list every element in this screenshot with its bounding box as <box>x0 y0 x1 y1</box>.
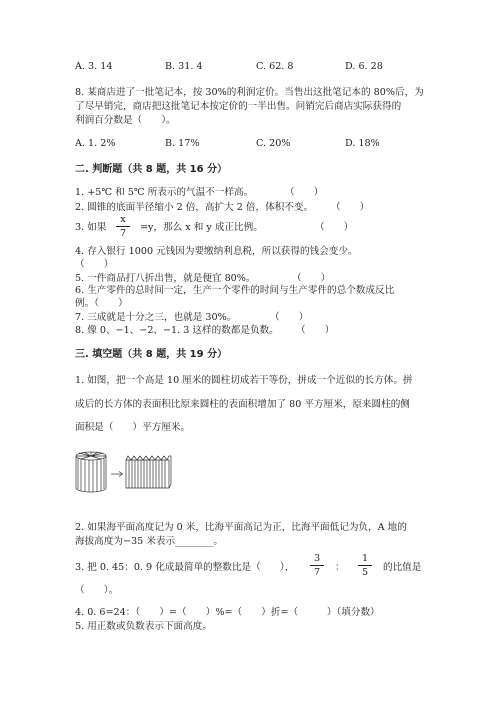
q8-option-a: A. 1. 2% <box>75 138 116 149</box>
fraction-bar <box>310 565 324 566</box>
q8-option-d: D. 18% <box>345 138 380 149</box>
option-d: D. 6. 28 <box>345 61 383 72</box>
fraction-numerator: 3 <box>313 553 321 564</box>
fill-q1-line-2: 成后的长方体的表面积比原来圆柱的表面积增加了 80 平方厘米，原来圆柱的侧 <box>75 399 410 410</box>
fraction-bar <box>358 565 372 566</box>
option-c: C. 62. 8 <box>256 61 294 72</box>
fraction-numerator: x <box>120 214 126 225</box>
q8-line-1: 8. 某商店进了一批笔记本，按 30%的利润定价。当售出这批笔记本的 80%后，为 <box>75 87 424 98</box>
judge-item-2-answer: （ ） <box>331 202 370 213</box>
fraction-denominator: 7 <box>313 567 321 578</box>
fill-q3-colon: ： <box>335 562 345 573</box>
judge-item-3-fraction <box>116 214 130 239</box>
judge-item-7-answer: （ ） <box>270 312 309 323</box>
fill-q3-post: 的比值是 <box>383 562 422 573</box>
fill-q2-line-2: 海拔高度为−35 米表示________。 <box>75 536 224 547</box>
judge-item-5-answer: （ ） <box>292 273 331 284</box>
fraction-bar <box>116 226 130 227</box>
fill-q3-cont: （ ）。 <box>75 585 119 596</box>
section-3-title: 三. 填空题（共 8 题，共 19 分） <box>75 349 228 360</box>
fill-q4: 4. 0. 6=24：（ ）=（ ）%=（ ）折=（ ）（填分数） <box>75 607 380 618</box>
section-2-title: 二. 判断题（共 8 题，共 16 分） <box>75 164 228 175</box>
judge-item-8-answer: （ ） <box>296 325 335 336</box>
judge-item-3-pre: 3. 如果 <box>75 222 107 233</box>
fill-q2-line-1: 2. 如果海平面高度记为 0 米，比海平面高记为正，比海平面低记为负，A 地的 <box>75 522 407 533</box>
fraction-numerator: 1 <box>361 553 369 564</box>
fraction-denominator: 7 <box>119 228 127 239</box>
fraction-denominator: 5 <box>361 567 369 578</box>
q8-option-c: C. 20% <box>256 138 291 149</box>
q8-line-2: 了尽早销完，商店把这批笔记本按定价的一半出售。问销完后商店实际获得的 <box>75 101 402 112</box>
fill-q3-fraction-2 <box>358 553 372 578</box>
judge-item-3-post: =y，那么 x 和 y 成正比例。 <box>140 222 263 233</box>
fill-q1-line-1: 1. 如图，把一个高是 10 厘米的圆柱切成若干等份，拼成一个近似的长方体。拼 <box>75 375 413 386</box>
judge-item-4: 4. 存入银行 1000 元钱因为要缴纳利息税，所以获得的钱会变少。 <box>75 246 358 257</box>
q8-option-b: B. 17% <box>165 138 200 149</box>
option-a: A. 3. 14 <box>75 61 113 72</box>
judge-item-3-answer: （ ） <box>315 222 354 233</box>
judge-item-4-answer: （ ） <box>75 259 114 270</box>
option-b: B. 31. 4 <box>165 61 203 72</box>
fill-q1-line-3: 面积是（ ）平方厘米。 <box>75 422 191 433</box>
judge-item-7: 7. 三成就是十分之三，也就是 30%。 <box>75 312 237 323</box>
cylinder-cuboid-figure <box>74 450 174 498</box>
judge-item-8: 8. 像 0、−1、−2、−1. 3 这样的数都是负数。 <box>75 325 279 336</box>
q8-line-3: 利润百分数是（ ）。 <box>75 115 176 126</box>
judge-item-1-answer: （ ） <box>285 187 324 198</box>
judge-item-6-cont: 例。（ ） <box>75 298 128 309</box>
fill-q3-pre: 3. 把 0. 45：0. 9 化成最简单的整数比是（ ）， <box>75 562 295 573</box>
judge-item-5: 5. 一件商品打八折出售，就是便宜 80%。 <box>75 273 256 284</box>
judge-item-2: 2. 圆锥的底面半径缩小 2 倍，高扩大 2 倍，体积不变。 <box>75 202 314 213</box>
fill-q5: 5. 用正数或负数表示下面高度。 <box>75 621 212 632</box>
judge-item-6: 6. 生产零件的总时间一定，生产一个零件的时间与生产零件的总个数成反比 <box>75 285 395 296</box>
judge-item-1: 1. +5℃ 和 5℃ 所表示的气温不一样高。 <box>75 187 254 198</box>
fill-q3-fraction-1 <box>310 553 324 578</box>
